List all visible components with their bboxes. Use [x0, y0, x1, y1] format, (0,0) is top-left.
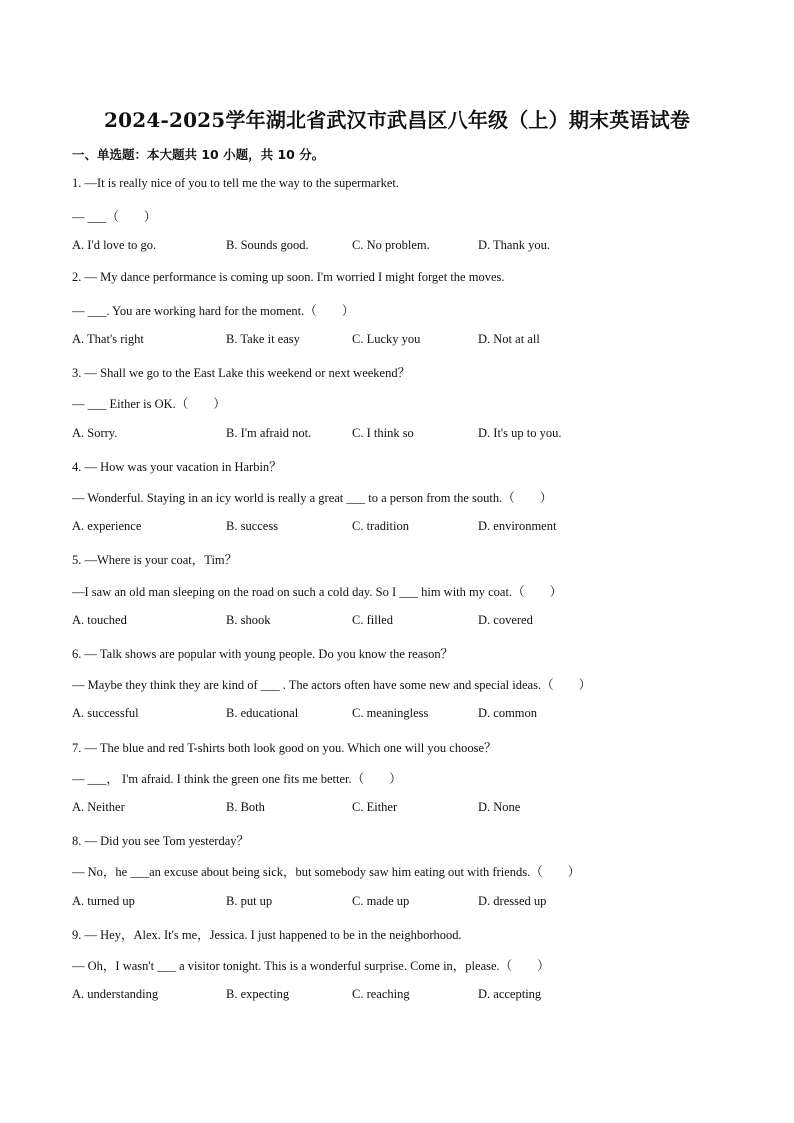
option-a[interactable]: A. understanding [72, 987, 159, 1002]
question-response-line: — No，he ___an excuse about being sick，but somebody saw him eating out with friends.（ ） [72, 865, 581, 880]
option-b[interactable]: B. educational [226, 706, 299, 721]
question-response-line: — ___， I'm afraid. I think the green one fits me better.（ ） [72, 771, 402, 786]
question-stem: 5. —Where is your coat，Tim？ [72, 553, 238, 568]
option-b[interactable]: B. expecting [226, 987, 290, 1002]
option-b[interactable]: B. I'm afraid not. [226, 425, 312, 440]
option-d[interactable]: D. Thank you. [478, 238, 550, 253]
option-d[interactable]: D. accepting [478, 987, 542, 1002]
option-b[interactable]: B. Sounds good. [226, 238, 309, 253]
question-options [72, 426, 752, 444]
section-heading: 一、单选题：本大题共 10 小题，共 10 分。 [72, 147, 325, 162]
option-d[interactable]: D. None [478, 800, 521, 814]
question-response-line: — Wonderful. Staying in an icy world is really a great ___ to a person from the south.（ ） [72, 491, 553, 505]
option-a[interactable]: A. touched [72, 612, 127, 627]
question-options [72, 519, 752, 537]
option-d[interactable]: D. It's up to you. [478, 425, 562, 440]
question-response-line: — ___. You are working hard for the moment.（ ） [72, 303, 355, 318]
question-response-line: — Maybe they think they are kind of ___ . The actors often have some new and special ideas.（ ） [72, 678, 592, 693]
question-options [72, 987, 752, 1005]
option-c[interactable]: C. Either [352, 800, 398, 814]
page-title: 2024-2025学年湖北省武汉市武昌区八年级（上）期末英语试卷 [103, 108, 691, 132]
option-c[interactable]: C. No problem. [352, 238, 430, 253]
question-response-line: — ___（ ） [72, 210, 157, 225]
option-a[interactable]: A. experience [72, 519, 142, 534]
option-a[interactable]: A. Neither [72, 800, 125, 814]
option-b[interactable]: B. put up [226, 893, 273, 908]
option-d[interactable]: D. Not at all [478, 332, 540, 346]
question-response-line: — ___ Either is OK.（ ） [72, 397, 226, 412]
option-b[interactable]: B. Take it easy [226, 332, 300, 346]
question-stem: 4. — How was your vacation in Harbin？ [72, 459, 282, 474]
option-b[interactable]: B. success [226, 519, 279, 534]
question-options [72, 613, 752, 631]
question-stem: 6. — Talk shows are popular with young people. Do you know the reason？ [72, 647, 454, 661]
question-stem: 2. — My dance performance is coming up soon. I'm worried I might forget the moves. [72, 269, 505, 284]
option-d[interactable]: D. common [478, 706, 538, 721]
question-stem: 8. — Did you see Tom yesterday？ [72, 834, 249, 849]
option-a[interactable]: A. successful [72, 706, 139, 721]
option-a[interactable]: A. turned up [72, 893, 135, 908]
question-stem: 1. —It is really nice of you to tell me the way to the supermarket. [72, 176, 399, 190]
option-d[interactable]: D. covered [478, 612, 533, 627]
question-stem: 9. — Hey，Alex. It's me，Jessica. I just happened to be in the neighborhood. [72, 927, 462, 942]
question-response-line: —I saw an old man sleeping on the road on such a cold day. So I ___ him with my coat.（ ） [72, 584, 563, 599]
option-c[interactable]: C. reaching [352, 987, 410, 1002]
option-c[interactable]: C. made up [352, 893, 410, 908]
question-options [72, 706, 752, 724]
option-c[interactable]: C. tradition [352, 519, 409, 534]
option-c[interactable]: C. Lucky you [352, 332, 421, 346]
question-options [72, 332, 752, 350]
question-options [72, 800, 752, 818]
option-b[interactable]: B. Both [226, 800, 265, 814]
question-response-line: — Oh，I wasn't ___ a visitor tonight. This is a wonderful surprise. Come in，please.（ ） [72, 959, 550, 973]
option-a[interactable]: A. That's right [72, 332, 144, 346]
option-a[interactable]: A. I'd love to go. [72, 238, 157, 253]
option-c[interactable]: C. meaningless [352, 706, 429, 721]
question-options [72, 894, 752, 912]
option-d[interactable]: D. dressed up [478, 893, 547, 908]
question-stem: 7. — The blue and red T-shirts both look good on you. Which one will you choose？ [72, 740, 497, 755]
option-d[interactable]: D. environment [478, 519, 557, 534]
option-b[interactable]: B. shook [226, 612, 271, 627]
question-stem: 3. — Shall we go to the East Lake this weekend or next weekend？ [72, 366, 411, 381]
option-c[interactable]: C. I think so [352, 425, 414, 440]
option-a[interactable]: A. Sorry. [72, 425, 118, 440]
question-options [72, 238, 752, 256]
option-c[interactable]: C. filled [352, 612, 393, 627]
